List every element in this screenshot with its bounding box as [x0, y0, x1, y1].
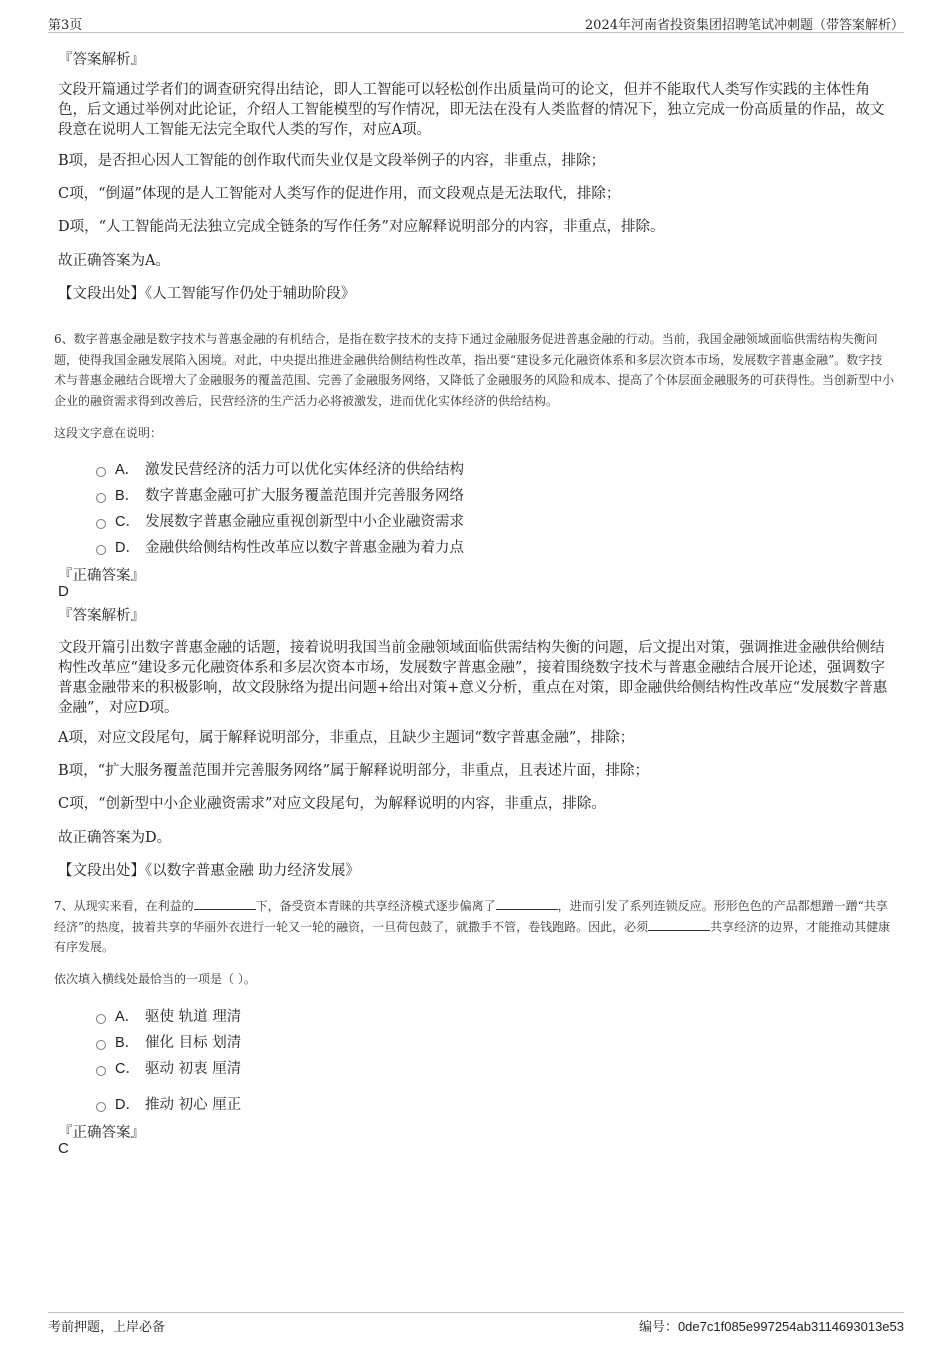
q7-question: 依次填入横线处最恰当的一项是（ ）。	[54, 972, 256, 986]
q6-option-a[interactable]: A． 激发民营经济的活力可以优化实体经济的供给结构	[96, 458, 464, 479]
radio-button[interactable]	[96, 493, 106, 503]
q5-source: 【文段出处】《人工智能写作仍处于辅助阶段》	[58, 286, 356, 302]
q6-stem: 6、数字普惠金融是数字技术与普惠金融的有机结合，是指在数字技术的支持下通过金融服务促进普惠金融的行动。当前，我国金融领域面临供需结构失衡问题，使得我国金融发展陷入困境。对此，中央提出推进金融供给侧结构性改革，指出要“建设多元化融资体系和多层次资本市场，发展数字普惠金融”。数字技术与普惠金融结合既增大了金融服务的覆盖范围、完善了金融服务网络，又降低了金融服务的风险和成本、提高了个体层面金融服务的可获得性。当创新型中小企业的融资需求得到改善后，民营经济的生产活力必将被激发，进而优化实体经济的供给结构。	[54, 332, 895, 408]
q5-option-b-analysis: B项，是否担心因人工智能的创作取代而失业仅是文段举例子的内容，非重点，排除；	[58, 153, 606, 169]
q7-stem: 7、从现实来看，在利益的 下，备受资本青睐的共享经济模式逐步偏离了 ，进而引发了系列连锁反应。形形色色的产品都想蹭一蹭“共享经济”的热度，披着共享的华丽外衣进行一轮又一轮的融资，一旦荷包鼓了，就撒手不管，卷钱跑路。因此，必须 共享经济的边界，才能推动其健康有序发展。	[54, 899, 891, 954]
q6-analysis: 文段开篇引出数字普惠金融的话题，接着说明我国当前金融领域面临供需结构失衡的问题，后文提出对策，强调推进金融供给侧结构性改革应“建设多元化融资体系和多层次资本市场，发展数字普惠金融”，接着围绕数字技术与普惠金融结合展开论述，强调数字普惠金融带来的积极影响，故文段脉络为提出问题+给出对策+意义分析，重点在对策，即金融供给侧结构性改革应“发展数字普惠金融”，对应D项。	[58, 640, 888, 716]
fill-blank-3	[648, 918, 710, 931]
radio-button[interactable]	[96, 545, 106, 555]
q6-source: 【文段出处】《以数字普惠金融 助力经济发展》	[58, 863, 360, 879]
page-header	[48, 14, 904, 33]
document-code: 编号：0de7c1f085e997254ab3114693013e53	[638, 1319, 904, 1335]
q7-option-a[interactable]: A． 驱使 轨道 理清	[96, 1005, 241, 1026]
q7-option-c[interactable]: C． 驱动 初衷 厘清	[96, 1057, 241, 1078]
q6-correct-answer: D	[58, 583, 69, 600]
radio-button[interactable]	[96, 1014, 106, 1024]
q7-correct-answer: C	[58, 1140, 69, 1157]
q5-option-c-analysis: C项，“倒逼”体现的是人工智能对人类写作的促进作用，而文段观点是无法取代，排除；	[58, 186, 621, 202]
q5-analysis: 文段开篇通过学者们的调查研究得出结论，即人工智能可以轻松创作出质量尚可的论文，但并不能取代人类写作实践的主体性角色，后文通过举例对此论证，介绍人工智能模型的写作情况，即无法在没有人类监督的情况下，独立完成一份高质量的作品，故文段意在说明人工智能无法完全取代人类的写作，对应A项。	[58, 82, 885, 138]
q6-correct-label: 『正确答案』	[58, 568, 145, 584]
radio-button[interactable]	[96, 467, 106, 477]
q7-correct-label: 『正确答案』	[58, 1125, 145, 1141]
q5-conclusion: 故正确答案为A。	[58, 253, 170, 269]
q6-option-a-analysis: A项，对应文段尾句，属于解释说明部分，非重点，且缺少主题词“数字普惠金融”，排除；	[58, 730, 635, 746]
q6-option-c-analysis: C项，“创新型中小企业融资需求”对应文段尾句，为解释说明的内容，非重点，排除。	[58, 796, 606, 812]
fill-blank-2	[496, 897, 558, 910]
radio-button[interactable]	[96, 1066, 106, 1076]
q6-option-c[interactable]: C． 发展数字普惠金融应重视创新型中小企业融资需求	[96, 510, 464, 531]
q6-conclusion: 故正确答案为D。	[58, 830, 172, 846]
q6-option-b-analysis: B项，“扩大服务覆盖范围并完善服务网络”属于解释说明部分，非重点，且表述片面，排除；	[58, 763, 649, 779]
q6-option-b[interactable]: B． 数字普惠金融可扩大服务覆盖范围并完善服务网络	[96, 484, 464, 505]
radio-button[interactable]	[96, 1040, 106, 1050]
q6-question: 这段文字意在说明：	[54, 426, 163, 440]
footer-slogan: 考前押题，上岸必备	[48, 1320, 166, 1335]
q6-option-d[interactable]: D． 金融供给侧结构性改革应以数字普惠金融为着力点	[96, 536, 464, 557]
q5-analysis-label: 『答案解析』	[58, 52, 145, 68]
radio-button[interactable]	[96, 519, 106, 529]
q7-option-d[interactable]: D． 推动 初心 厘正	[96, 1093, 241, 1114]
fill-blank-1	[194, 897, 256, 910]
page-number: 第3页	[48, 18, 83, 33]
page-footer	[48, 1312, 904, 1335]
q5-option-d-analysis: D项，“人工智能尚无法独立完成全链条的写作任务”对应解释说明部分的内容，非重点，排除。	[58, 219, 665, 235]
q6-analysis-label: 『答案解析』	[58, 608, 145, 624]
document-title: 2024年河南省投资集团招聘笔试冲刺题（带答案解析）	[584, 18, 904, 33]
radio-button[interactable]	[96, 1102, 106, 1112]
q7-option-b[interactable]: B． 催化 目标 划清	[96, 1031, 241, 1052]
